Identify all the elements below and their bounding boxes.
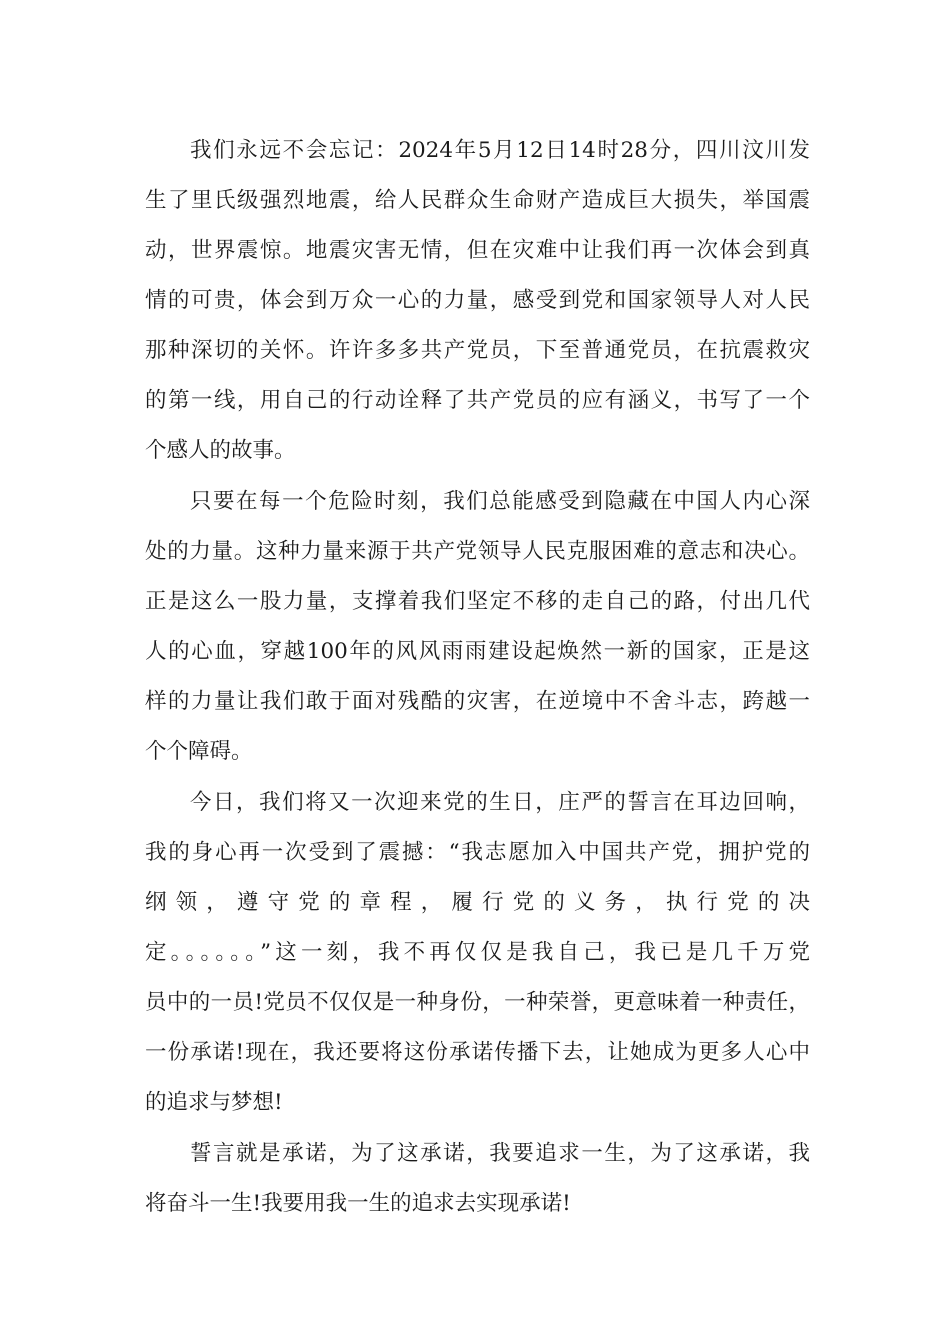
paragraph-1-line-3: 动，世界震惊。地震灾害无情，但在灾难中让我们再一次体会到真 xyxy=(145,238,810,263)
paragraph-3-line-4: 定。。。。。。”这一刻，我不再仅仅是我自己，我已是几千万党 xyxy=(145,940,810,965)
paragraph-1-line-6: 的第一线，用自己的行动诠释了共产党员的应有涵义，书写了一个 xyxy=(145,388,810,413)
paragraph-2-line-4: 人的心血，穿越100年的风风雨雨建设起焕然一新的国家，正是这 xyxy=(145,639,810,664)
paragraph-3-line-6: 一份承诺!现在，我还要将这份承诺传播下去，让她成为更多人心中 xyxy=(145,1040,810,1065)
paragraph-1-line-7: 个感人的故事。 xyxy=(145,438,296,463)
paragraph-2-line-3: 正是这么一股力量，支撑着我们坚定不移的走自己的路，付出几代 xyxy=(145,589,810,614)
paragraph-4-line-2: 将奋斗一生!我要用我一生的追求去实现承诺! xyxy=(145,1191,571,1216)
paragraph-3-line-7: 的追求与梦想! xyxy=(145,1090,283,1115)
paragraph-1-line-2: 生了里氏级强烈地震，给人民群众生命财产造成巨大损失，举国震 xyxy=(145,188,810,213)
paragraph-3-line-1: 今日，我们将又一次迎来党的生日，庄严的誓言在耳边回响， xyxy=(190,790,810,815)
paragraph-2-line-5: 样的力量让我们敢于面对残酷的灾害，在逆境中不舍斗志，跨越一 xyxy=(145,689,810,714)
paragraph-2-line-6: 个个障碍。 xyxy=(145,739,253,764)
paragraph-1-line-1: 我们永远不会忘记：2024年5月12日14时28分，四川汶川发 xyxy=(190,138,810,163)
paragraph-4-line-1: 誓言就是承诺，为了这承诺，我要追求一生，为了这承诺，我 xyxy=(190,1141,810,1166)
paragraph-3-line-3: 纲领，遵守党的章程，履行党的义务，执行党的决 xyxy=(145,890,810,915)
paragraph-3-line-5: 员中的一员!党员不仅仅是一种身份，一种荣誉，更意味着一种责任， xyxy=(145,990,810,1015)
paragraph-2-line-1: 只要在每一个危险时刻，我们总能感受到隐藏在中国人内心深 xyxy=(190,489,810,514)
paragraph-1-line-4: 情的可贵，体会到万众一心的力量，感受到党和国家领导人对人民 xyxy=(145,288,810,313)
paragraph-3-line-2: 我的身心再一次受到了震撼：“我志愿加入中国共产党，拥护党的 xyxy=(145,840,810,865)
paragraph-1-line-5: 那种深切的关怀。许许多多共产党员，下至普通党员，在抗震救灾 xyxy=(145,338,810,363)
paragraph-2-line-2: 处的力量。这种力量来源于共产党领导人民克服困难的意志和决心。 xyxy=(145,539,810,564)
